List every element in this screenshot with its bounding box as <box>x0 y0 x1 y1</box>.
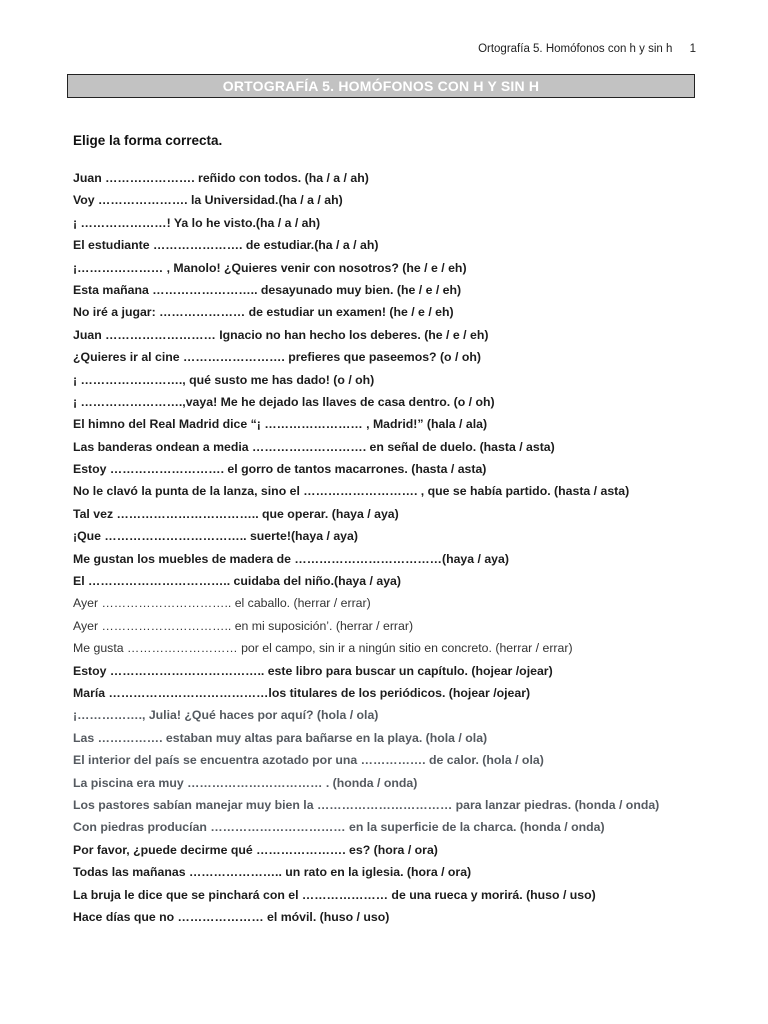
exercise-sentence: Por favor, ¿puede decirme qué …………………. es? (hora / ora) <box>73 842 438 857</box>
exercise-sentence: No iré a jugar: ………………… de estudiar un examen! (he / e / eh) <box>73 305 454 320</box>
exercise-sentence: Ayer ………………………….. el caballo. (herrar / errar) <box>73 596 371 611</box>
exercise-sentence: Esta mañana …………………….. desayunado muy bien. (he / e / eh) <box>73 282 462 297</box>
exercise-sentence: Voy …………………. la Universidad.(ha / a / ah) <box>73 193 343 208</box>
exercise-sentence: El himno del Real Madrid dice “¡ …………………… , Madrid!” (hala / ala) <box>73 417 488 432</box>
exercise-sentence: Juan ……………………… Ignacio no han hecho los deberes. (he / e / eh) <box>73 327 489 342</box>
exercise-sentence: Tal vez …………………………….. que operar. (haya / aya) <box>73 506 399 521</box>
exercise-sentence: Hace días que no ………………… el móvil. (huso / uso) <box>73 909 390 924</box>
exercise-sentence: ¡Que …………………………….. suerte!(haya / aya) <box>73 529 358 544</box>
running-header <box>478 43 696 55</box>
exercise-instruction: Elige la forma correcta. <box>73 133 223 148</box>
running-header-title: Ortografía 5. Homófonos con h y sin h <box>478 43 673 55</box>
exercise-sentence: ¡………………… , Manolo! ¿Quieres venir con nosotros? (he / e / eh) <box>73 260 467 275</box>
exercise-sentence: El estudiante …………………. de estudiar.(ha / a / ah) <box>73 238 379 253</box>
exercise-sentence: Estoy ………………………. el gorro de tantos macarrones. (hasta / asta) <box>73 462 487 477</box>
exercise-sentence: ¡……………., Julia! ¿Qué haces por aquí? (hola / ola) <box>73 708 379 723</box>
exercise-sentence: María …………………………………los titulares de los periódicos. (hojear /ojear) <box>73 685 531 700</box>
exercise-sentence: ¿Quieres ir al cine ……………………. prefieres que paseemos? (o / oh) <box>73 350 481 365</box>
exercise-list <box>73 167 713 928</box>
exercise-sentence: Estoy ……………………………….. este libro para buscar un capítulo. (hojear /ojear) <box>73 663 553 678</box>
exercise-sentence: Los pastores sabían manejar muy bien la …………………………… para lanzar piedras. (honda / onda) <box>73 797 660 812</box>
exercise-sentence: Ayer ………………………….. en mi suposición’. (herrar / errar) <box>73 618 414 633</box>
exercise-sentence: No le clavó la punta de la lanza, sino el ………………………. , que se había partido. (hasta / asta) <box>73 484 630 499</box>
exercise-sentence: ¡ …………………! Ya lo he visto.(ha / a / ah) <box>73 215 321 230</box>
document-title: ORTOGRAFÍA 5. HOMÓFONOS CON H Y SIN H <box>222 78 540 94</box>
exercise-sentence: ¡ ……………………., qué susto me has dado! (o / oh) <box>73 372 375 387</box>
exercise-sentence: El interior del país se encuentra azotado por una ……………. de calor. (hola / ola) <box>73 753 544 768</box>
exercise-sentence: Todas las mañanas ………………….. un rato en la iglesia. (hora / ora) <box>73 865 472 880</box>
exercise-sentence: La bruja le dice que se pinchará con el ………………… de una rueca y morirá. (huso / uso) <box>73 887 596 902</box>
exercise-sentence: Juan …………………. reñido con todos. (ha / a / ah) <box>73 171 369 185</box>
exercise-sentence: Me gusta ……………………… por el campo, sin ir a ningún sitio en concreto. (herrar / errar) <box>73 641 573 656</box>
exercise-sentence: Las banderas ondean a media ………………………. en señal de duelo. (hasta / asta) <box>73 439 555 454</box>
exercise-sentence: Con piedras producían …………………………… en la superficie de la charca. (honda / onda) <box>73 820 605 835</box>
exercise-sentence: Me gustan los muebles de madera de ………………………………(haya / aya) <box>73 551 509 566</box>
exercise-sentence: ¡ …………………….,vaya! Me he dejado las llaves de casa dentro. (o / oh) <box>73 394 495 409</box>
title-banner <box>67 74 695 98</box>
exercise-sentence: La piscina era muy …………………………… . (honda / onda) <box>73 775 418 790</box>
page-number: 1 <box>689 43 696 55</box>
exercise-sentence: Las ……………. estaban muy altas para bañarse en la playa. (hola / ola) <box>73 730 488 745</box>
exercise-sentence: El …………………………….. cuidaba del niño.(haya / aya) <box>73 574 401 589</box>
